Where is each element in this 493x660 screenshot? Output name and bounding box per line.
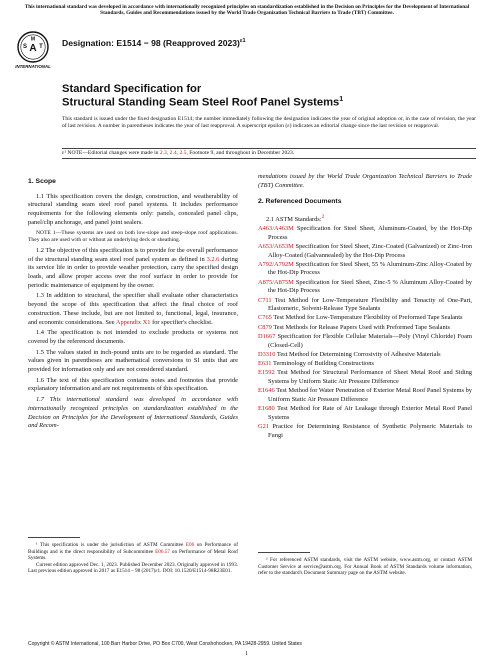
reference-code-link[interactable]: C765 — [258, 314, 272, 322]
appendix-x1-link[interactable]: Appendix X1 — [115, 318, 151, 326]
paragraph-1-3-text-a: 1.3 In addition to structural, the specifier shall evaluate other characteristics beyond the scope of this specification that affect the final choice of roof construction. These include, but are not limited to, functional, legal, insurance, and economic considerations. See — [28, 292, 238, 326]
designation-text: Designation: E1514 − 98 (Reapproved 2023) — [62, 38, 240, 48]
reference-item — [258, 297, 472, 314]
issue-note: This standard is issued under the fixed designation E1514; the number immediately following the designation indicates the year of original adoption or, in the case of revision, the year of last revision. A number in parentheses indicates the year of last reapproval. A superscript epsilon (ε) indicates an editorial change since the last revision or reapproval. — [62, 116, 476, 129]
reference-item — [258, 333, 472, 350]
designation — [62, 38, 246, 48]
reference-code-link[interactable]: E631 — [258, 359, 272, 367]
footnote-2-ref[interactable]: 2 — [321, 214, 325, 221]
footnote-1-text-c: on Performance of Metal Roof Systems. — [28, 548, 238, 561]
reference-code-link[interactable]: D3310 — [258, 350, 276, 358]
top-notice: This international standard was developed in accordance with internationally recognized principles on standardization established in the Decision on Principles for the Development of International Standards, Guides and Recommendations issued by the World Trade Organization Technical Barriers to Trade (TBT) Committee. — [24, 4, 470, 17]
reference-item — [258, 243, 472, 260]
paragraph-2-1-text: 2.1 ASTM Standards: — [266, 216, 322, 224]
footnote-1 — [28, 542, 238, 562]
epsilon-note — [62, 148, 476, 159]
reference-item — [258, 279, 472, 296]
reference-code-link[interactable]: E1592 — [258, 369, 275, 377]
reference-title: Specification for Steel Sheet, 55 % Aluminum-Zinc Alloy-Coated by the Hot-Dip Process — [268, 260, 472, 277]
subcommittee-e06-57-link[interactable]: E06.57 — [155, 548, 170, 555]
referenced-documents-heading: 2. Referenced Documents — [258, 198, 342, 206]
copyright: Copyright © ASTM International, 100 Barr Harbor Drive, PO Box C700, West Conshohocken, PA 19428-2959. United States — [28, 641, 302, 647]
title-footnote-ref[interactable]: 1 — [339, 96, 344, 103]
epsilon-note-prefix: ε¹ NOTE—Editorial changes were made in — [62, 150, 160, 156]
footnote-rule — [28, 537, 80, 538]
epsilon-note-suffix: , Footnote 9, and throughout in December 2023. — [186, 150, 295, 156]
reference-item — [258, 225, 472, 242]
reference-item — [258, 261, 472, 278]
reference-item — [258, 423, 472, 440]
reference-item — [258, 360, 472, 369]
scope-heading: 1. Scope — [28, 178, 56, 185]
designation-sup: ε1 — [239, 38, 246, 45]
committee-e06-link[interactable]: E06 — [185, 542, 195, 548]
reference-code-link[interactable]: D1667 — [258, 332, 276, 340]
title-text: Structural Standing Seam Steel Roof Panel Systems — [62, 96, 340, 109]
title-line-2 — [62, 96, 343, 109]
reference-code-link[interactable]: C711 — [258, 296, 272, 304]
reference-code-link[interactable]: A875/A875M — [258, 278, 294, 286]
footnote-1-text-a: ¹ This specification is under the jurisdiction of ASTM Committee — [36, 542, 186, 548]
reference-title: Test Method for Rate of Air Leakage through Exterior Metal Roof Panel Systems — [268, 405, 472, 421]
paragraph-1-4: 1.4 The specification is not intended to exclude products or systems not covered by the referenced documents. — [28, 329, 238, 345]
right-column — [258, 173, 472, 441]
footnotes-right — [258, 552, 472, 577]
left-column — [28, 173, 238, 433]
footnote-2: ² For referenced ASTM standards, visit the ASTM website, www.astm.org, or contact ASTM Customer Service at service@astm.org. For Annual Book of ASTM Standards volume information, refer to the standard's Document Summary page on the ASTM website. — [258, 557, 472, 576]
reference-item — [258, 324, 472, 333]
reference-title: Test Method for Low-Temperature Flexibility of Preformed Tape Sealants — [271, 314, 463, 322]
astm-logo — [14, 30, 52, 70]
paragraph-1-1: 1.1 This specification covers the design, construction, and weatherability of structural standing seam steel roof panel systems. It includes performance requirements for the following elements only: panels, concealed panel clips, panel/clip anchorage, and panel joint sealers. — [28, 192, 238, 226]
logo-text: INTERNATIONAL — [15, 64, 51, 69]
reference-item — [258, 405, 472, 422]
svg-text:S: S — [22, 44, 28, 50]
paragraph-1-3-text-b: for specifier's checklist. — [150, 318, 213, 326]
paragraph-1-6: 1.6 The text of this specification contains notes and footnotes that provide explanatory information and are not requirements of this specification. — [28, 376, 238, 393]
svg-text:T: T — [39, 44, 43, 50]
reference-title: Practice for Determining Resistance of Synthetic Polymeric Materials to Fungi — [268, 422, 472, 439]
footnotes-left — [28, 537, 238, 575]
paragraph-1-2-text-b: during its service life in order to provide weather protection, carry the specified design loads, and allow proper access over the roof surface in order to provide for periodic maintenance of equipment by the owner. — [28, 255, 238, 289]
reference-title: Specification for Steel Sheet, Zinc-5 % Aluminum Alloy-Coated by the Hot-Dip Process — [268, 278, 472, 295]
svg-text:M: M — [30, 36, 36, 43]
reference-title: Test Method for Low-Temperature Flexibility and Tenacity of One-Part, Elastomeric, Solvent-Release Type Sealants — [268, 296, 472, 313]
title-line-1: Standard Specification for — [62, 83, 202, 95]
page-number: 1 — [245, 651, 248, 657]
note-1: NOTE 1—These systems are used on both low-slope and steep-slope roof applications. They also are used with or without an underlying deck or sheathing. — [28, 229, 238, 243]
paragraph-1-7: 1.7 This international standard was developed in accordance with internationally recognized principles on standardization established in the Decision on Principles for the Development of International Standards, Guides and Recom- — [28, 396, 238, 430]
paragraph-1-2-text-a: 1.2 The objective of this specification is to provide for the overall performance of the structural standing seam steel roof panel system as defined in — [28, 246, 238, 263]
reference-item — [258, 369, 472, 386]
paragraph-1-7-continuation: mendations issued by the World Trade Organization Technical Barriers to Trade (TBT) Committee. — [258, 173, 472, 189]
paragraph-1-5: 1.5 The values stated in inch-pound units are to be regarded as standard. The values given in parentheses are mathematical conversions to SI units that are provided for information only and are not considered standard. — [28, 348, 238, 374]
reference-item — [258, 387, 472, 404]
reference-code-link[interactable]: A653/A653M — [258, 242, 294, 250]
reference-code-link[interactable]: C879 — [258, 323, 272, 331]
reference-item — [258, 351, 472, 360]
reference-title: Test Methods for Release Papers Used with Preformed Tape Sealants — [271, 323, 450, 331]
epsilon-note-section-links[interactable]: 2.3, 2.4, 2.5 — [159, 150, 187, 156]
reference-code-link[interactable]: A792/A792M — [258, 260, 294, 268]
reference-title: Terminology of Building Constructions — [271, 359, 374, 367]
paragraph-1-3 — [28, 292, 238, 327]
footnote-1-text-b: on Performance of Buildings and is the direct responsibility of Subcommittee — [28, 542, 238, 555]
reference-title: Specification for Steel Sheet, Zinc-Coated (Galvanized) or Zinc-Iron Alloy-Coated (Galvannealed) by the Hot-Dip Process — [268, 242, 472, 259]
reference-code-link[interactable]: A463/A463M — [258, 224, 294, 232]
section-link-3-2-6[interactable]: 3.2.6 — [206, 255, 220, 263]
reference-title: Test Method for Determining Corrosivity of Adhesive Materials — [275, 350, 441, 358]
paragraph-1-2 — [28, 247, 238, 291]
footnote-1-edition: Current edition approved Dec. 1, 2023. Published December 2023. Originally approved in 1993. Last previous edition approved in 2017 as E1514 – 98 (2017)ε1. DOI: 10.1520/E1514-98R23E01. — [28, 561, 238, 574]
reference-title: Specification for Flexible Cellular Materials—Poly (Vinyl Chloride) Foam (Closed-Cell) — [268, 332, 472, 349]
paragraph-2-1 — [258, 213, 472, 225]
reference-code-link[interactable]: G21 — [258, 422, 270, 430]
reference-code-link[interactable]: E1680 — [258, 405, 275, 412]
reference-title: Specification for Steel Sheet, Aluminum-Coated, by the Hot-Dip Process — [268, 224, 472, 241]
reference-list — [258, 225, 472, 440]
reference-title: Test Method for Water Penetration of Exterior Metal Roof Panel Systems by Uniform Static Air Pressure Difference — [268, 387, 472, 403]
reference-item — [258, 314, 472, 323]
footnote-rule — [258, 552, 310, 553]
reference-code-link[interactable]: E1646 — [258, 387, 275, 395]
reference-title: Test Method for Structural Performance of Sheet Metal Roof and Siding Systems by Uniform Static Air Pressure Difference — [268, 369, 472, 385]
svg-text:A: A — [29, 43, 37, 54]
